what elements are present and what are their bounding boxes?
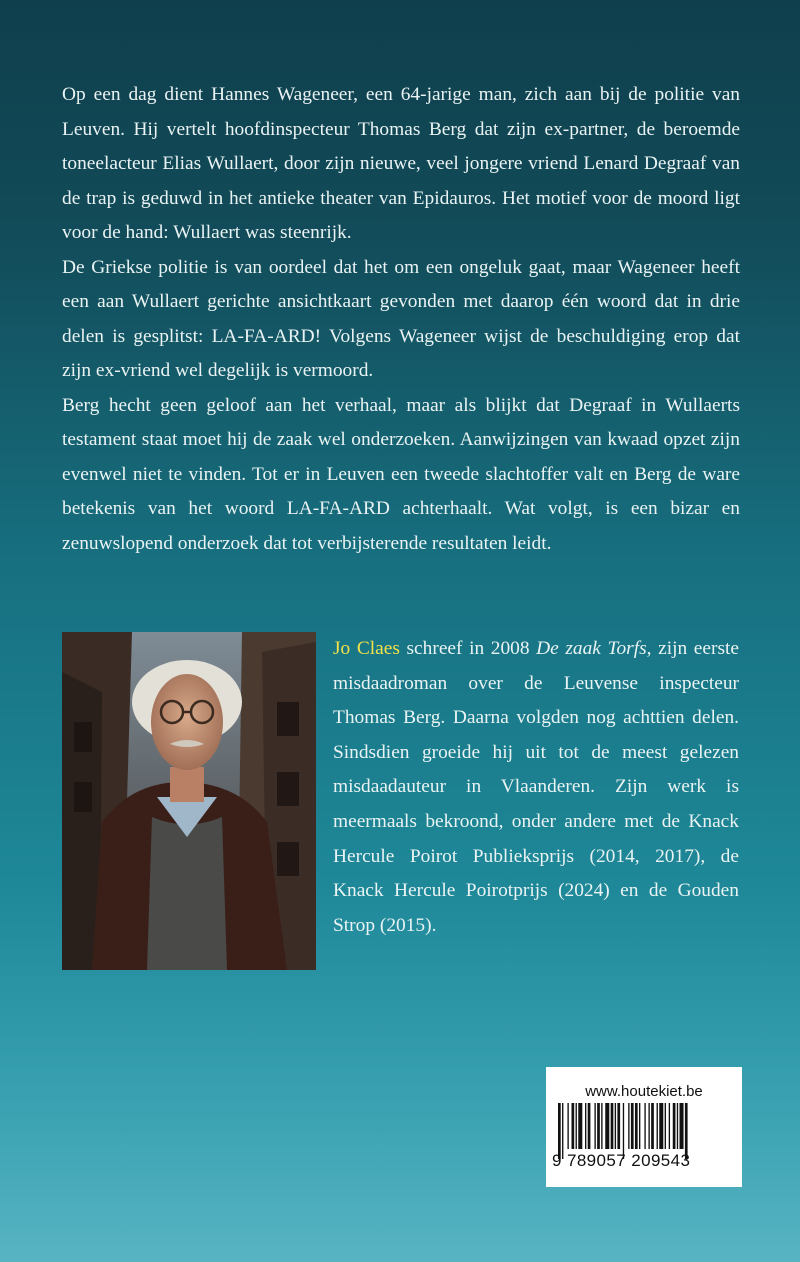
barcode-bar <box>572 1103 575 1149</box>
barcode-bar <box>594 1103 595 1149</box>
barcode-bar <box>597 1103 600 1149</box>
barcode-bar <box>588 1103 591 1149</box>
isbn-number: 9 789057 209543 <box>552 1151 691 1170</box>
barcode-bar <box>585 1103 586 1149</box>
barcode-bar <box>631 1103 634 1149</box>
barcode-bar <box>578 1103 582 1149</box>
barcode-bar <box>639 1103 640 1149</box>
publisher-url: www.houtekiet.be <box>585 1083 703 1100</box>
barcode-bar <box>615 1103 616 1149</box>
bio-text-before-title: schreef in 2008 <box>399 638 537 659</box>
blurb-paragraph-3: Berg hecht geen geloof aan het verhaal, maar als blijkt dat Degraaf in Wullaerts testament staat moet hij de zaak wel onderzoeken. Aanwijzingen van kwaad opzet zijn evenwel niet te vinden. Tot er in Leuven een tweede slachtoffer valt en Berg de ware betekenis van het woord LA-FA-ARD achterhaalt. Wat volgt, is een bizar en zenuwslopend onderzoek dat tot verbijsterende resultaten leidt. <box>62 394 740 554</box>
barcode-bar <box>576 1103 577 1149</box>
back-cover-blurb <box>62 78 740 561</box>
barcode-bar <box>665 1103 666 1149</box>
barcode-bar <box>669 1103 670 1149</box>
barcode-bar <box>567 1103 568 1149</box>
bio-text-after-title: , zijn eerste misdaadroman over de Leuvense inspecteur Thomas Berg. Daarna volgden nog achttien delen. Sindsdien groeide hij uit tot de meest gelezen misdaadauteur in Vlaanderen. Zijn werk is meermaals bekroond, onder andere met de Knack Hercule Poirot Publieksprijs (2014, 2017), de Knack Hercule Poirotprijs (2024) en de Gouden Strop (2015). <box>333 638 739 936</box>
barcode-bar <box>628 1103 629 1149</box>
blurb-paragraph-1: Op een dag dient Hannes Wageneer, een 64-jarige man, zich aan bij de politie van Leuven. Hij vertelt hoofdinspecteur Thomas Berg dat zijn ex-partner, de beroemde toneelacteur Elias Wullaert, door zijn nieuwe, veel jongere vriend Lenard Degraaf van de trap is geduwd in het antieke theater van Epidauros. Het motief voor de moord ligt voor de hand: Wullaert was steenrijk. <box>62 84 740 243</box>
barcode-bar <box>635 1103 638 1149</box>
barcode-bar <box>644 1103 645 1149</box>
isbn-barcode-box <box>546 1067 742 1187</box>
barcode-bar <box>648 1103 649 1149</box>
barcode-bar <box>680 1103 684 1149</box>
barcode-bar <box>659 1103 663 1149</box>
barcode-bar <box>601 1103 602 1149</box>
barcode-bar <box>677 1103 678 1149</box>
barcode-bar <box>611 1103 614 1149</box>
bio-book-title: De zaak Torfs <box>536 638 647 659</box>
author-name: Jo Claes <box>333 638 400 659</box>
author-bio <box>333 632 739 943</box>
barcode-bar <box>651 1103 654 1149</box>
blurb-paragraph-2: De Griekse politie is van oordeel dat het om een ongeluk gaat, maar Wageneer heeft een aan Wullaert gerichte ansichtkaart gevonden met daarop één woord dat in drie delen is gesplitst: LA-FA-ARD! Volgens Wageneer wijst de beschuldiging erop dat zijn ex-vriend wel degelijk is vermoord. <box>62 256 740 381</box>
barcode-bar <box>657 1103 658 1149</box>
author-portrait <box>62 632 316 970</box>
barcode-bar <box>673 1103 676 1149</box>
barcode-bar <box>617 1103 620 1149</box>
barcode-bar <box>605 1103 609 1149</box>
